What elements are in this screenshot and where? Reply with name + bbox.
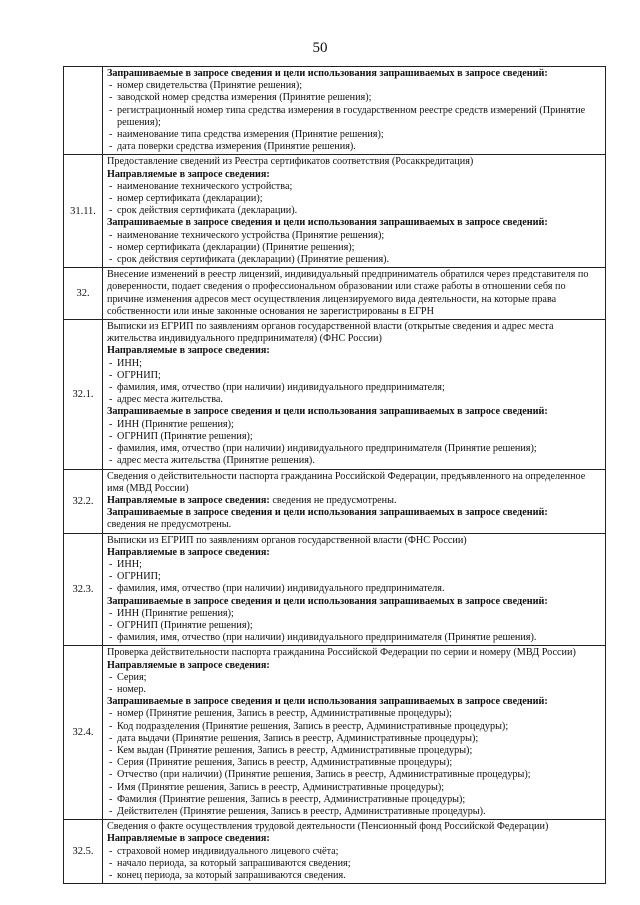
services-table (63, 66, 606, 884)
row-number: 32.1. (64, 320, 103, 469)
section-heading: Запрашиваемые в запросе сведения и цели использования запрашиваемых в запросе сведений: (107, 507, 548, 519)
mixed-line (107, 495, 602, 507)
list-item: - номер (Принятие решения, Запись в реестр, Административные процедуры); (107, 708, 602, 720)
page-number: 50 (312, 40, 328, 56)
list-item: - фамилия, имя, отчество (при наличии) индивидуального предпринимателя; (107, 382, 602, 394)
line-text: сведения не предусмотрены. (107, 519, 232, 531)
list-item: - Имя (Принятие решения, Запись в реестр, Административные процедуры); (107, 782, 602, 794)
row-content (103, 820, 606, 884)
section-heading: Запрашиваемые в запросе сведения и цели использования запрашиваемых в запросе сведений: (107, 68, 548, 79)
list-item: - конец периода, за который запрашиваются сведения. (107, 870, 602, 882)
line-text: Внесение изменений в реестр лицензий, индивидуальный предприниматель обратился через представителя по доверенности, подает сведения о профессиональном образовании или стаже работы в отношении себя по причине изменения адресов мест осуществления лицензируемого вида деятельности, на которые права собственности или иные законные основания не зарегистрированы в ЕГРН (107, 269, 589, 317)
list-item: - Кем выдан (Принятие решения, Запись в реестр, Административные процедуры); (107, 745, 602, 757)
row-content (103, 67, 606, 155)
section-heading: Направляемые в запросе сведения: (107, 494, 270, 506)
table-body (64, 67, 606, 884)
list-item: - заводской номер средства измерения (Принятие решения); (107, 92, 602, 104)
row-content (103, 469, 606, 533)
row-number (64, 67, 103, 155)
table-row (64, 320, 606, 469)
row-number: 32.4. (64, 646, 103, 820)
list-item: - ИНН; (107, 358, 602, 370)
list-item: - срок действия сертификата (декларации) (Принятие решения). (107, 254, 602, 266)
list-item: - ИНН (Принятие решения); (107, 608, 602, 620)
list-item: - фамилия, имя, отчество (при наличии) индивидуального предпринимателя. (107, 583, 602, 595)
list-item: - фамилия, имя, отчество (при наличии) индивидуального предпринимателя (Принятие решения). (107, 632, 602, 644)
table-row (64, 268, 606, 320)
list-item: - фамилия, имя, отчество (при наличии) индивидуального предпринимателя (Принятие решения); (107, 443, 602, 455)
table-row (64, 67, 606, 155)
list-item: - страховой номер индивидуального лицевого счёта; (107, 846, 602, 858)
list-item: - ИНН; (107, 559, 602, 571)
list-item: - Серия (Принятие решения, Запись в реестр, Административные процедуры); (107, 757, 602, 769)
list-item: - наименование типа средства измерения (Принятие решения); (107, 129, 602, 141)
row-number: 32.5. (64, 820, 103, 884)
list-item: - номер сертификата (декларации) (Принятие решения); (107, 242, 602, 254)
section-heading: Направляемые в запросе сведения: (107, 659, 270, 671)
table-row (64, 646, 606, 820)
line-text: Сведения о действительности паспорта гражданина Российской Федерации, предъявленного на определенное имя (МВД России) (107, 470, 586, 494)
row-content (103, 646, 606, 820)
list-item: - ИНН (Принятие решения); (107, 419, 602, 431)
row-content (103, 320, 606, 469)
section-heading: Направляемые в запросе сведения: (107, 833, 270, 845)
section-heading: Запрашиваемые в запросе сведения и цели использования запрашиваемых в запросе сведений: (107, 595, 548, 607)
row-content (103, 533, 606, 646)
table-row (64, 155, 606, 268)
list-item: - номер. (107, 684, 602, 696)
table-row (64, 533, 606, 646)
list-item: - Фамилия (Принятие решения, Запись в реестр, Административные процедуры); (107, 794, 602, 806)
list-item: - адрес места жительства. (107, 394, 602, 406)
list-item: - ОГРНИП (Принятие решения); (107, 620, 602, 632)
row-content (103, 155, 606, 268)
row-number: 31.11. (64, 155, 103, 268)
list-item: - адрес места жительства (Принятие решения). (107, 455, 602, 467)
list-item: - наименование технического устройства; (107, 181, 602, 193)
list-item: - наименование технического устройства (Принятие решения); (107, 230, 602, 242)
row-number: 32. (64, 268, 103, 320)
list-item: - Отчество (при наличии) (Принятие решения, Запись в реестр, Административные процедуры); (107, 769, 602, 781)
list-item: - Код подразделения (Принятие решения, Запись в реестр, Административные процедуры); (107, 721, 602, 733)
list-item: - номер сертификата (декларации); (107, 193, 602, 205)
section-heading: Направляемые в запросе сведения: (107, 546, 270, 558)
line-text: Предоставление сведений из Реестра сертификатов соответствия (Росаккредитация) (107, 156, 474, 168)
row-number: 32.3. (64, 533, 103, 646)
line-text: сведения не предусмотрены. (269, 494, 397, 506)
line-text: Проверка действительности паспорта гражданина Российской Федерации по серии и номеру (МВД России) (107, 647, 576, 659)
list-item: - регистрационный номер типа средства измерения в государственном реестре средств измерений (Принятие решения); (107, 105, 602, 129)
list-item: - дата выдачи (Принятие решения, Запись в реестр, Административные процедуры); (107, 733, 602, 745)
list-item: - начало периода, за который запрашиваются сведения; (107, 858, 602, 870)
list-item: - ОГРНИП (Принятие решения); (107, 431, 602, 443)
list-item: - ОГРНИП; (107, 571, 602, 583)
line-text: Выписки из ЕГРИП по заявлениям органов государственной власти (ФНС России) (107, 534, 467, 546)
line-text: Выписки из ЕГРИП по заявлениям органов государственной власти (открытые сведения и адрес места жительства индивидуального предпринимателя) (ФНС России) (107, 321, 554, 345)
row-number: 32.2. (64, 469, 103, 533)
list-item: - Серия; (107, 672, 602, 684)
row-content (103, 268, 606, 320)
section-heading: Направляемые в запросе сведения: (107, 168, 270, 180)
list-item: - номер свидетельства (Принятие решения); (107, 80, 602, 92)
table-row (64, 469, 606, 533)
section-heading: Запрашиваемые в запросе сведения и цели использования запрашиваемых в запросе сведений: (107, 217, 548, 229)
list-item: - срок действия сертификата (декларации). (107, 205, 602, 217)
list-item: - Действителен (Принятие решения, Запись в реестр, Административные процедуры). (107, 806, 602, 818)
line-text: Сведения о факте осуществления трудовой деятельности (Пенсионный фонд Российской Федерации) (107, 821, 549, 833)
section-heading: Направляемые в запросе сведения: (107, 345, 270, 357)
section-heading: Запрашиваемые в запросе сведения и цели использования запрашиваемых в запросе сведений: (107, 406, 548, 418)
section-heading: Запрашиваемые в запросе сведения и цели использования запрашиваемых в запросе сведений: (107, 696, 548, 708)
table-row (64, 820, 606, 884)
list-item: - ОГРНИП; (107, 370, 602, 382)
list-item: - дата поверки средства измерения (Принятие решения). (107, 141, 602, 153)
